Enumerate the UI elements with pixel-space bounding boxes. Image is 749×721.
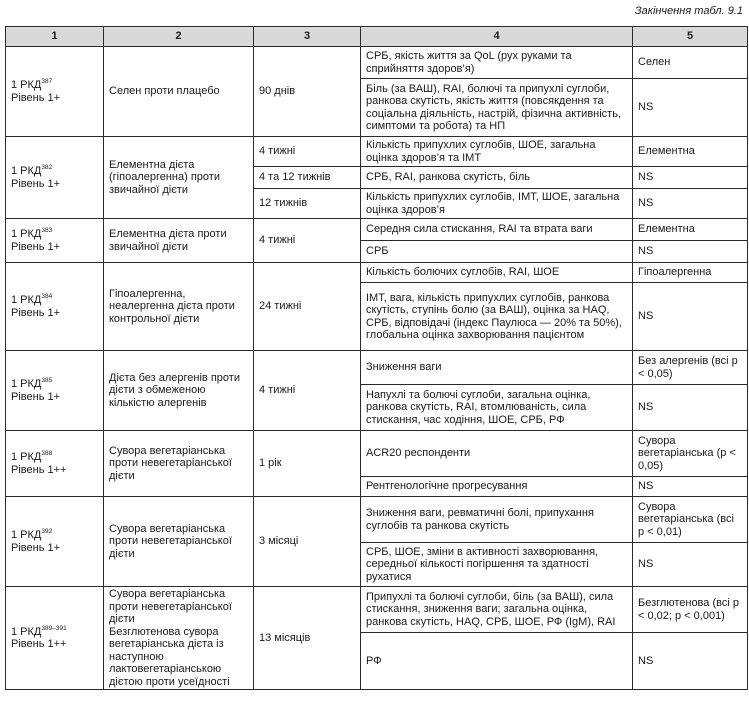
evidence-level: Рівень 1+ [11,306,61,319]
header-row [6,27,748,47]
result-cell: NS [633,543,748,587]
result-cell: NS [633,283,748,351]
study-cell [6,497,104,587]
study-type: 1 РКД [11,451,42,463]
study-type: 1 РКД [11,529,42,541]
evidence-level: Рівень 1+ [11,541,61,554]
result-cell: Елементна [633,219,748,241]
duration-cell: 1 рік [254,431,361,497]
duration-cell: 90 днів [254,47,361,137]
result-cell: NS [633,385,748,431]
duration-cell: 12 тижнів [254,189,361,219]
evidence-level: Рівень 1+ [11,240,61,253]
duration-cell: 4 тижні [254,219,361,263]
table-row [6,351,748,385]
study-reference: 389–391 [41,624,67,632]
table-row [6,497,748,543]
study-type: 1 РКД [11,165,42,177]
outcome-cell: Зниження ваги, ревматичні болі, припухання суглобів та ранкова скутість [361,497,633,543]
outcome-cell: РФ [361,633,633,690]
study-reference: 392 [41,528,53,535]
result-cell: NS [633,189,748,219]
study-reference: 385 [41,377,53,384]
comparison-cell: Гіпоалергенна, неалергенна дієта проти контрольної дієти [104,263,254,351]
study-reference: 388 [41,450,53,457]
result-cell: Елементна [633,137,748,167]
comparison-cell: Сувора вегетаріанська проти невегетаріанської дієти [104,431,254,497]
study-reference: 384 [41,293,53,300]
comparison-cell: Сувора вегетаріанська проти невегетаріанської дієти [104,497,254,587]
comparison-cell: Дієта без алергенів проти дієти з обмеженою кількістю алергенів [104,351,254,431]
outcome-cell: Припухлі та болючі суглоби, біль (за ВАШ), сила стискання, зниження ваги; загальна оцінка, ранкова скутість, HAQ, СРБ, ШОЕ, РФ (IgM), RAI [361,587,633,633]
column-header: 3 [254,27,361,47]
column-header: 4 [361,27,633,47]
evidence-level: Рівень 1++ [11,638,67,650]
evidence-level: Рівень 1+ [11,91,61,104]
result-cell: Безглютенова (всі p < 0,02; p < 0,001) [633,587,748,633]
evidence-level: Рівень 1+ [11,390,61,403]
result-cell: Сувора вегетаріанська (всі p < 0,01) [633,497,748,543]
table-row [6,587,748,633]
comparison-cell [104,587,254,690]
study-type: 1 РКД [11,625,42,638]
outcome-cell: ACR20 респонденти [361,431,633,477]
evidence-level: Рівень 1+ [11,177,61,190]
outcome-cell: СРБ, ШОЕ, зміни в активності захворювання, середньої кількості погіршення та здатності рухатися [361,543,633,587]
column-header: 5 [633,27,748,47]
duration-cell: 3 місяці [254,497,361,587]
table-row [6,219,748,241]
table-row [6,137,748,167]
study-reference: 382 [41,164,53,171]
study-cell [6,137,104,219]
result-cell: Без алергенів (всі p < 0,05) [633,351,748,385]
duration-cell: 13 місяців [254,587,361,690]
study-reference: 383 [41,227,53,234]
outcome-cell: Середня сила стискання, RAI та втрата ваги [361,219,633,241]
table-caption: Закінчення табл. 9.1 [634,5,743,17]
table-row [6,263,748,283]
evidence-level: Рівень 1++ [11,463,67,476]
outcome-cell: Кількість припухлих суглобів, ІМТ, ШОЕ, загальна оцінка здоров’я [361,189,633,219]
result-cell: NS [633,633,748,690]
comparison-cell: Селен проти плацебо [104,47,254,137]
result-cell: NS [633,241,748,263]
outcome-cell: Кількість болючих суглобів, RAI, ШОЕ [361,263,633,283]
table-row [6,47,748,79]
study-cell [6,263,104,351]
duration-cell: 4 тижні [254,351,361,431]
outcome-cell: Кількість припухлих суглобів, ШОЕ, загальна оцінка здоров’я та ІМТ [361,137,633,167]
study-cell [6,47,104,137]
duration-cell: 24 тижні [254,263,361,351]
table-row [6,431,748,477]
evidence-table [5,26,748,690]
study-type: 1 РКД [11,79,42,91]
comparison-cell: Елементна дієта проти звичайної дієти [104,219,254,263]
outcome-cell: Біль (за ВАШ), RAI, болючі та припухлі суглоби, ранкова скутість, якість життя (повсякдення та соціальна діяльність, настрій, фізична активність, симптоми та робота) та НП [361,79,633,137]
outcome-cell: ІМТ, вага, кількість припухлих суглобів, ранкова скутість, ступінь болю (за ВАШ), оцінка за HAQ, СРБ, відповідачі (індекс Паулюса — 20% та 50%), глобальна оцінка захворювання пацієнтом [361,283,633,351]
comparison-cell: Елементна дієта (гіпоалергенна) проти звичайної дієти [104,137,254,219]
result-cell: Селен [633,47,748,79]
study-reference: 387 [41,78,53,85]
result-cell: NS [633,477,748,497]
outcome-cell: СРБ [361,241,633,263]
outcome-cell: Напухлі та болючі суглоби, загальна оцінка, ранкова скутість, RAI, втомлюваність, сила стискання, час ходіння, ШОЕ, СРБ, РФ [361,385,633,431]
study-cell [6,431,104,497]
result-cell: Сувора вегетаріанська (p < 0,05) [633,431,748,477]
outcome-cell: Рентгенологічне прогресування [361,477,633,497]
outcome-cell: СРБ, якість життя за QoL (рух руками та сприйняття здоров’я) [361,47,633,79]
result-cell: NS [633,79,748,137]
study-type: 1 РКД [11,294,42,306]
comparison-line: Сувора вегетаріанська проти невегетаріанської дієти [109,588,232,625]
column-header: 2 [104,27,254,47]
study-cell [6,587,104,690]
column-header: 1 [6,27,104,47]
study-cell [6,219,104,263]
result-cell: NS [633,167,748,189]
study-cell [6,351,104,431]
outcome-cell: Зниження ваги [361,351,633,385]
comparison-line: Безглютенова сувора вегетаріанська дієта із наступною лактовегетаріанською дієтою проти усеїдності [109,625,230,688]
outcome-cell: СРБ, RAI, ранкова скутість, біль [361,167,633,189]
study-type: 1 РКД [11,378,42,390]
study-type: 1 РКД [11,228,42,240]
duration-cell: 4 та 12 тижнів [254,167,361,189]
result-cell: Гіпоалергенна [633,263,748,283]
duration-cell: 4 тижні [254,137,361,167]
